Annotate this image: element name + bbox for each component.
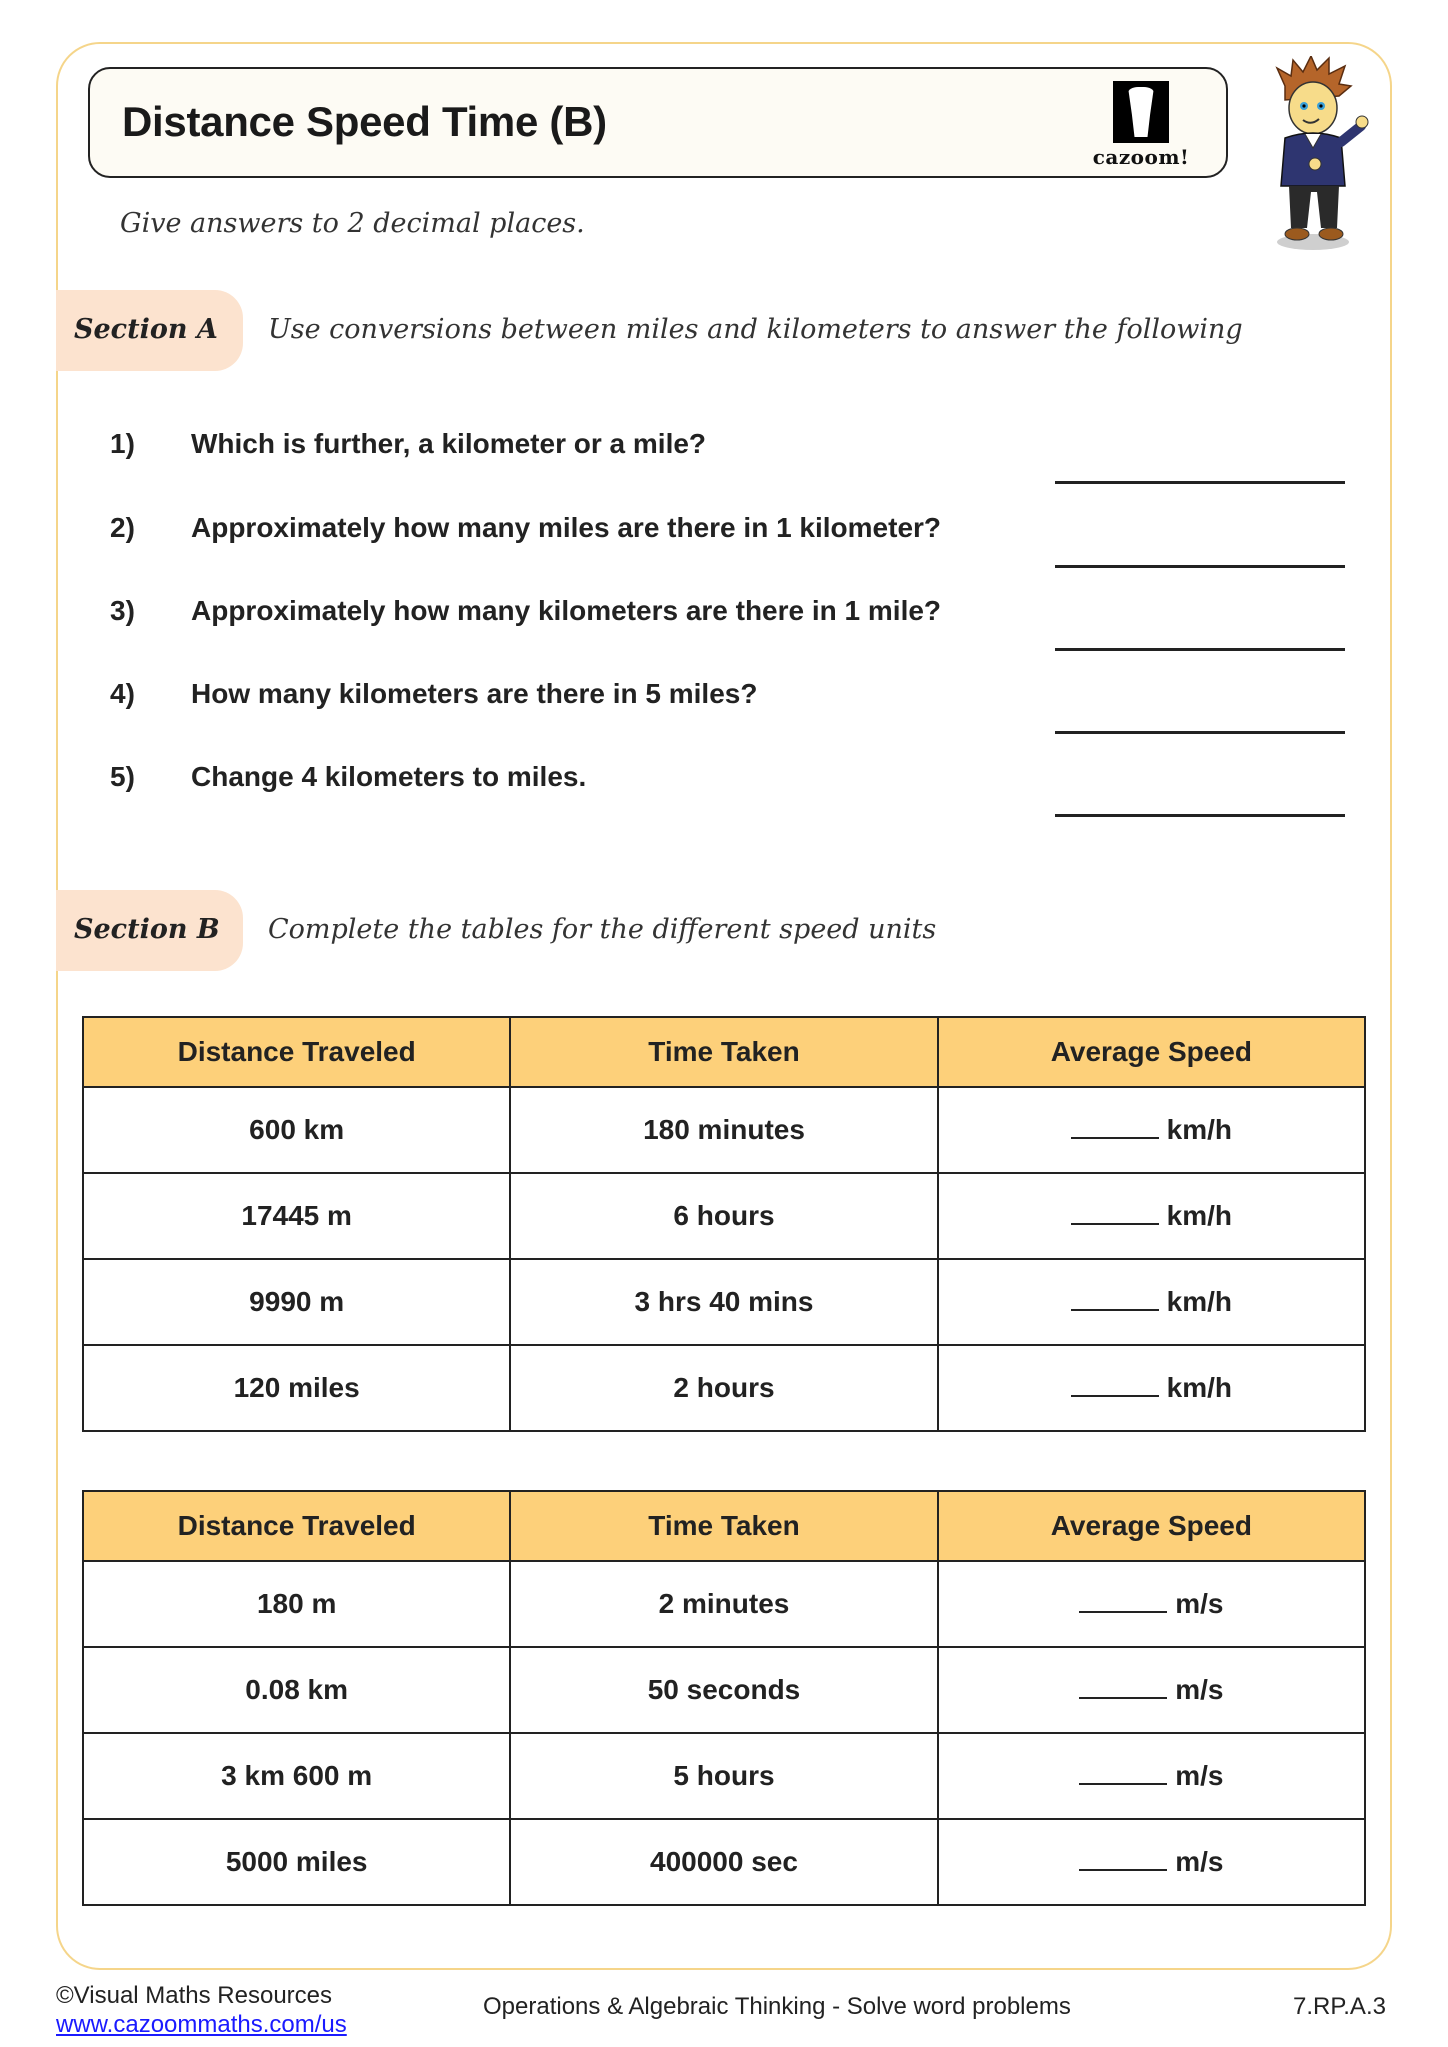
- question-text: How many kilometers are there in 5 miles?: [191, 678, 758, 709]
- section-b-label: Section B: [74, 914, 220, 945]
- header-speed: Average Speed: [938, 1491, 1365, 1561]
- answer-line[interactable]: [1055, 565, 1345, 568]
- time-cell: 2 hours: [510, 1345, 937, 1431]
- copyright-text: ©Visual Maths Resources: [56, 1982, 333, 2009]
- question-text: Change 4 kilometers to miles.: [191, 761, 587, 792]
- answer-line[interactable]: [1055, 481, 1345, 484]
- speed-cell[interactable]: [938, 1561, 1365, 1647]
- speed-cell[interactable]: [938, 1647, 1365, 1733]
- question-text: Approximately how many miles are there in 1 kilometer?: [191, 512, 942, 543]
- title-box: [88, 67, 1228, 178]
- speed-cell[interactable]: [938, 1733, 1365, 1819]
- cazoom-logo: [1086, 79, 1196, 169]
- distance-cell: 600 km: [83, 1087, 510, 1173]
- header-speed: Average Speed: [938, 1017, 1365, 1087]
- question-number: 1): [110, 428, 135, 459]
- table-row: [83, 1819, 1365, 1905]
- table-header-row: [83, 1491, 1365, 1561]
- speed-cell[interactable]: [938, 1345, 1365, 1431]
- table-row: [83, 1561, 1365, 1647]
- speed-cell[interactable]: [938, 1819, 1365, 1905]
- distance-cell: 17445 m: [83, 1173, 510, 1259]
- time-cell: 2 minutes: [510, 1561, 937, 1647]
- question-5: [110, 761, 1350, 821]
- question-4: [110, 678, 1350, 738]
- question-1: [110, 428, 1350, 488]
- header-time: Time Taken: [510, 1491, 937, 1561]
- table-row: [83, 1733, 1365, 1819]
- distance-cell: 9990 m: [83, 1259, 510, 1345]
- answer-blank[interactable]: [1071, 1223, 1159, 1225]
- time-cell: 5 hours: [510, 1733, 937, 1819]
- question-2: [110, 512, 1350, 572]
- unit-label: km/h: [1166, 1286, 1232, 1317]
- section-b-tab: [56, 890, 243, 971]
- table-row: [83, 1345, 1365, 1431]
- time-cell: 50 seconds: [510, 1647, 937, 1733]
- question-text: Approximately how many kilometers are there in 1 mile?: [191, 595, 942, 626]
- time-cell: 6 hours: [510, 1173, 937, 1259]
- footer-topic: Operations & Algebraic Thinking - Solve word problems: [483, 1993, 1071, 2020]
- table-row: [83, 1087, 1365, 1173]
- table-row: [83, 1259, 1365, 1345]
- drum-logo-icon: [1113, 81, 1169, 143]
- distance-cell: 5000 miles: [83, 1819, 510, 1905]
- speed-table-kmh: [82, 1016, 1366, 1432]
- unit-label: m/s: [1175, 1846, 1224, 1877]
- distance-cell: 3 km 600 m: [83, 1733, 510, 1819]
- header-distance: Distance Traveled: [83, 1017, 510, 1087]
- table-header-row: [83, 1017, 1365, 1087]
- table-row: [83, 1173, 1365, 1259]
- table-row: [83, 1647, 1365, 1733]
- time-cell: 180 minutes: [510, 1087, 937, 1173]
- answer-blank[interactable]: [1079, 1611, 1167, 1613]
- website-link[interactable]: www.cazoommaths.com/us: [56, 2011, 347, 2038]
- time-cell: 3 hrs 40 mins: [510, 1259, 937, 1345]
- question-3: [110, 595, 1350, 655]
- section-a-tab: [56, 290, 243, 371]
- unit-label: m/s: [1175, 1760, 1224, 1791]
- logo-text: cazoom!: [1092, 145, 1190, 169]
- answer-blank[interactable]: [1079, 1783, 1167, 1785]
- question-number: 3): [110, 595, 135, 626]
- unit-label: m/s: [1175, 1674, 1224, 1705]
- distance-cell: 120 miles: [83, 1345, 510, 1431]
- question-number: 5): [110, 761, 135, 792]
- answer-line[interactable]: [1055, 648, 1345, 651]
- answer-blank[interactable]: [1079, 1697, 1167, 1699]
- distance-cell: 180 m: [83, 1561, 510, 1647]
- question-number: 4): [110, 678, 135, 709]
- mascot-boy-icon: [1255, 56, 1370, 256]
- unit-label: m/s: [1175, 1588, 1224, 1619]
- unit-label: km/h: [1166, 1200, 1232, 1231]
- footer-credits: [56, 1981, 347, 2039]
- speed-table-ms: [82, 1490, 1366, 1906]
- footer-standard: 7.RP.A.3: [1293, 1993, 1386, 2020]
- unit-label: km/h: [1166, 1114, 1232, 1145]
- question-text: Which is further, a kilometer or a mile?: [191, 428, 707, 459]
- time-cell: 400000 sec: [510, 1819, 937, 1905]
- answer-blank[interactable]: [1071, 1395, 1159, 1397]
- answer-line[interactable]: [1055, 731, 1345, 734]
- answer-line[interactable]: [1055, 814, 1345, 817]
- page-title: Distance Speed Time (B): [122, 98, 607, 145]
- speed-cell[interactable]: [938, 1173, 1365, 1259]
- speed-cell[interactable]: [938, 1259, 1365, 1345]
- answer-blank[interactable]: [1079, 1869, 1167, 1871]
- distance-cell: 0.08 km: [83, 1647, 510, 1733]
- section-a-label: Section A: [74, 314, 218, 345]
- section-b-instruction: Complete the tables for the different speed units: [268, 914, 937, 945]
- header-distance: Distance Traveled: [83, 1491, 510, 1561]
- answer-blank[interactable]: [1071, 1137, 1159, 1139]
- instructions-text: Give answers to 2 decimal places.: [120, 208, 585, 239]
- speed-cell[interactable]: [938, 1087, 1365, 1173]
- section-a-instruction: Use conversions between miles and kilometers to answer the following: [268, 314, 1243, 345]
- header-time: Time Taken: [510, 1017, 937, 1087]
- unit-label: km/h: [1166, 1372, 1232, 1403]
- question-number: 2): [110, 512, 135, 543]
- answer-blank[interactable]: [1071, 1309, 1159, 1311]
